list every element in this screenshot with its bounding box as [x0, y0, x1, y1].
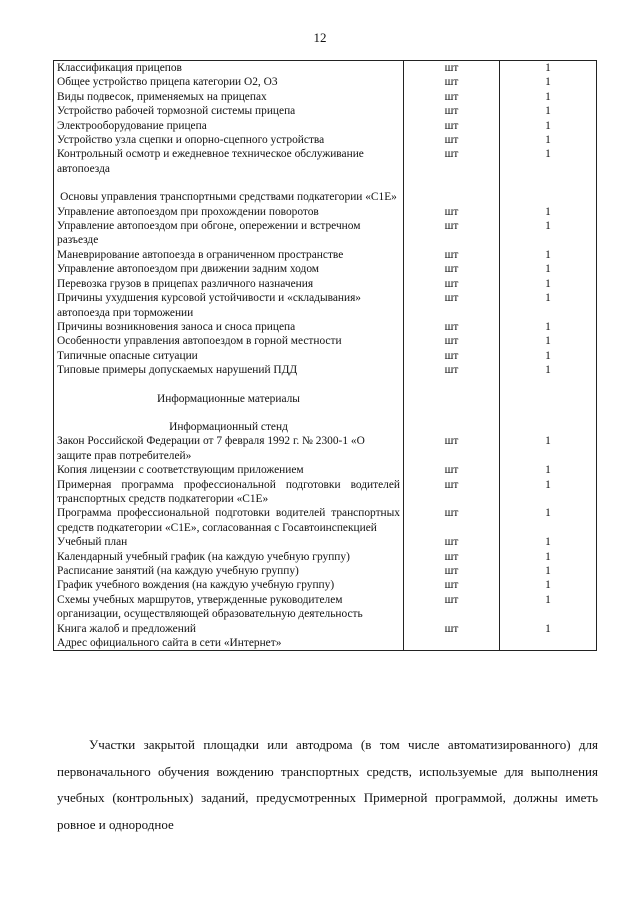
table-row	[54, 636, 597, 651]
item-unit	[404, 190, 500, 204]
table-row	[54, 133, 597, 147]
equipment-table	[53, 60, 597, 651]
table-row	[54, 277, 597, 291]
item-quantity: 1	[500, 248, 597, 262]
item-unit: шт	[404, 593, 500, 622]
item-name: Управление автопоездом при движении задним ходом	[54, 262, 404, 276]
table-row	[54, 349, 597, 363]
item-name: Общее устройство прицепа категории О2, О3	[54, 75, 404, 89]
item-unit: шт	[404, 434, 500, 463]
item-quantity: 1	[500, 90, 597, 104]
table-row	[54, 578, 597, 592]
table-row	[54, 622, 597, 636]
item-unit: шт	[404, 535, 500, 549]
spacer-row	[54, 406, 597, 420]
item-unit: шт	[404, 334, 500, 348]
item-name: Управление автопоездом при прохождении поворотов	[54, 205, 404, 219]
item-name: График учебного вождения (на каждую учебную группу)	[54, 578, 404, 592]
spacer-row	[54, 176, 597, 190]
table-row	[54, 564, 597, 578]
item-quantity	[500, 392, 597, 406]
item-quantity: 1	[500, 219, 597, 248]
item-name: Книга жалоб и предложений	[54, 622, 404, 636]
table-row	[54, 262, 597, 276]
item-name: Маневрирование автопоезда в ограниченном пространстве	[54, 248, 404, 262]
item-quantity: 1	[500, 147, 597, 176]
item-quantity: 1	[500, 277, 597, 291]
item-name: Расписание занятий (на каждую учебную группу)	[54, 564, 404, 578]
item-quantity: 1	[500, 535, 597, 549]
table-row	[54, 593, 597, 622]
section-heading-row	[54, 420, 597, 434]
item-unit: шт	[404, 506, 500, 535]
item-name: Классификация прицепов	[54, 61, 404, 76]
item-quantity: 1	[500, 349, 597, 363]
item-quantity: 1	[500, 61, 597, 76]
item-unit: шт	[404, 119, 500, 133]
item-quantity: 1	[500, 291, 597, 320]
table-row	[54, 75, 597, 89]
spacer-row	[54, 378, 597, 392]
item-name: Учебный план	[54, 535, 404, 549]
table-row	[54, 478, 597, 507]
table-row	[54, 363, 597, 377]
item-name: Типичные опасные ситуации	[54, 349, 404, 363]
item-unit: шт	[404, 61, 500, 76]
item-unit: шт	[404, 349, 500, 363]
item-quantity: 1	[500, 550, 597, 564]
item-unit: шт	[404, 550, 500, 564]
item-quantity	[500, 190, 597, 204]
section-heading-row	[54, 392, 597, 406]
table-row	[54, 104, 597, 118]
item-quantity: 1	[500, 119, 597, 133]
item-unit: шт	[404, 205, 500, 219]
item-quantity: 1	[500, 578, 597, 592]
table-row	[54, 463, 597, 477]
item-quantity: 1	[500, 593, 597, 622]
item-quantity: 1	[500, 320, 597, 334]
item-name: Примерная программа профессиональной подготовки водителей транспортных средств подкатегории «С1Е»	[54, 478, 404, 507]
item-unit: шт	[404, 262, 500, 276]
item-quantity: 1	[500, 334, 597, 348]
table-row	[54, 147, 597, 176]
item-quantity: 1	[500, 75, 597, 89]
page-number: 12	[313, 30, 327, 45]
section-heading: Информационные материалы	[54, 392, 404, 406]
item-quantity: 1	[500, 564, 597, 578]
item-unit: шт	[404, 219, 500, 248]
table-row	[54, 434, 597, 463]
item-name: Перевозка грузов в прицепах различного назначения	[54, 277, 404, 291]
item-unit: шт	[404, 478, 500, 507]
section-heading: Основы управления транспортными средствами подкатегории «С1Е»	[54, 190, 404, 204]
item-quantity	[500, 636, 597, 651]
table-row	[54, 334, 597, 348]
item-name: Причины ухудшения курсовой устойчивости и «складывания» автопоезда при торможении	[54, 291, 404, 320]
item-name: Устройство рабочей тормозной системы прицепа	[54, 104, 404, 118]
item-quantity: 1	[500, 506, 597, 535]
item-unit	[404, 420, 500, 434]
item-quantity: 1	[500, 478, 597, 507]
item-quantity: 1	[500, 622, 597, 636]
item-name: Управление автопоездом при обгоне, опережении и встречном разъезде	[54, 219, 404, 248]
table-row	[54, 205, 597, 219]
item-unit: шт	[404, 622, 500, 636]
item-name: Копия лицензии с соответствующим приложением	[54, 463, 404, 477]
item-unit: шт	[404, 104, 500, 118]
item-unit: шт	[404, 147, 500, 176]
item-name: Особенности управления автопоездом в горной местности	[54, 334, 404, 348]
item-name: Причины возникновения заноса и сноса прицепа	[54, 320, 404, 334]
item-unit: шт	[404, 291, 500, 320]
table-row	[54, 320, 597, 334]
section-heading: Информационный стенд	[54, 420, 404, 434]
item-quantity: 1	[500, 363, 597, 377]
item-quantity: 1	[500, 205, 597, 219]
item-unit: шт	[404, 133, 500, 147]
table-row	[54, 248, 597, 262]
item-name: Электрооборудование прицепа	[54, 119, 404, 133]
item-quantity: 1	[500, 262, 597, 276]
item-unit: шт	[404, 320, 500, 334]
table-row	[54, 506, 597, 535]
item-unit: шт	[404, 578, 500, 592]
item-quantity: 1	[500, 133, 597, 147]
item-name: Виды подвесок, применяемых на прицепах	[54, 90, 404, 104]
item-unit: шт	[404, 277, 500, 291]
item-name: Устройство узла сцепки и опорно-сцепного устройства	[54, 133, 404, 147]
item-unit: шт	[404, 363, 500, 377]
table-row	[54, 550, 597, 564]
item-name: Типовые примеры допускаемых нарушений ПДД	[54, 363, 404, 377]
item-quantity: 1	[500, 104, 597, 118]
body-paragraph: Участки закрытой площадки или автодрома (в том числе автоматизированного) для первоначального обучения вождению транспортных средств, используемые для выполнения учебных (контрольных) заданий, предусмотренных Примерной программой, должны иметь ровное и однородное	[57, 737, 598, 832]
table-row	[54, 61, 597, 76]
item-quantity: 1	[500, 463, 597, 477]
item-name: Адрес официального сайта в сети «Интернет»	[54, 636, 404, 651]
table-row	[54, 90, 597, 104]
item-name: Схемы учебных маршрутов, утвержденные руководителем организации, осуществляющей образовательную деятельность	[54, 593, 404, 622]
item-name: Программа профессиональной подготовки водителей транспортных средств подкатегории «С1Е», согласованная с Госавтоинспекцией	[54, 506, 404, 535]
table-row	[54, 119, 597, 133]
item-unit: шт	[404, 248, 500, 262]
table-row	[54, 535, 597, 549]
table-row	[54, 291, 597, 320]
item-name: Закон Российской Федерации от 7 февраля 1992 г. № 2300-1 «О защите прав потребителей»	[54, 434, 404, 463]
section-heading-row	[54, 190, 597, 204]
item-quantity: 1	[500, 434, 597, 463]
item-name: Календарный учебный график (на каждую учебную группу)	[54, 550, 404, 564]
item-unit: шт	[404, 90, 500, 104]
item-unit: шт	[404, 463, 500, 477]
table-row	[54, 219, 597, 248]
item-unit: шт	[404, 564, 500, 578]
item-name: Контрольный осмотр и ежедневное техническое обслуживание автопоезда	[54, 147, 404, 176]
item-unit: шт	[404, 75, 500, 89]
item-unit	[404, 636, 500, 651]
item-quantity	[500, 420, 597, 434]
item-unit	[404, 392, 500, 406]
